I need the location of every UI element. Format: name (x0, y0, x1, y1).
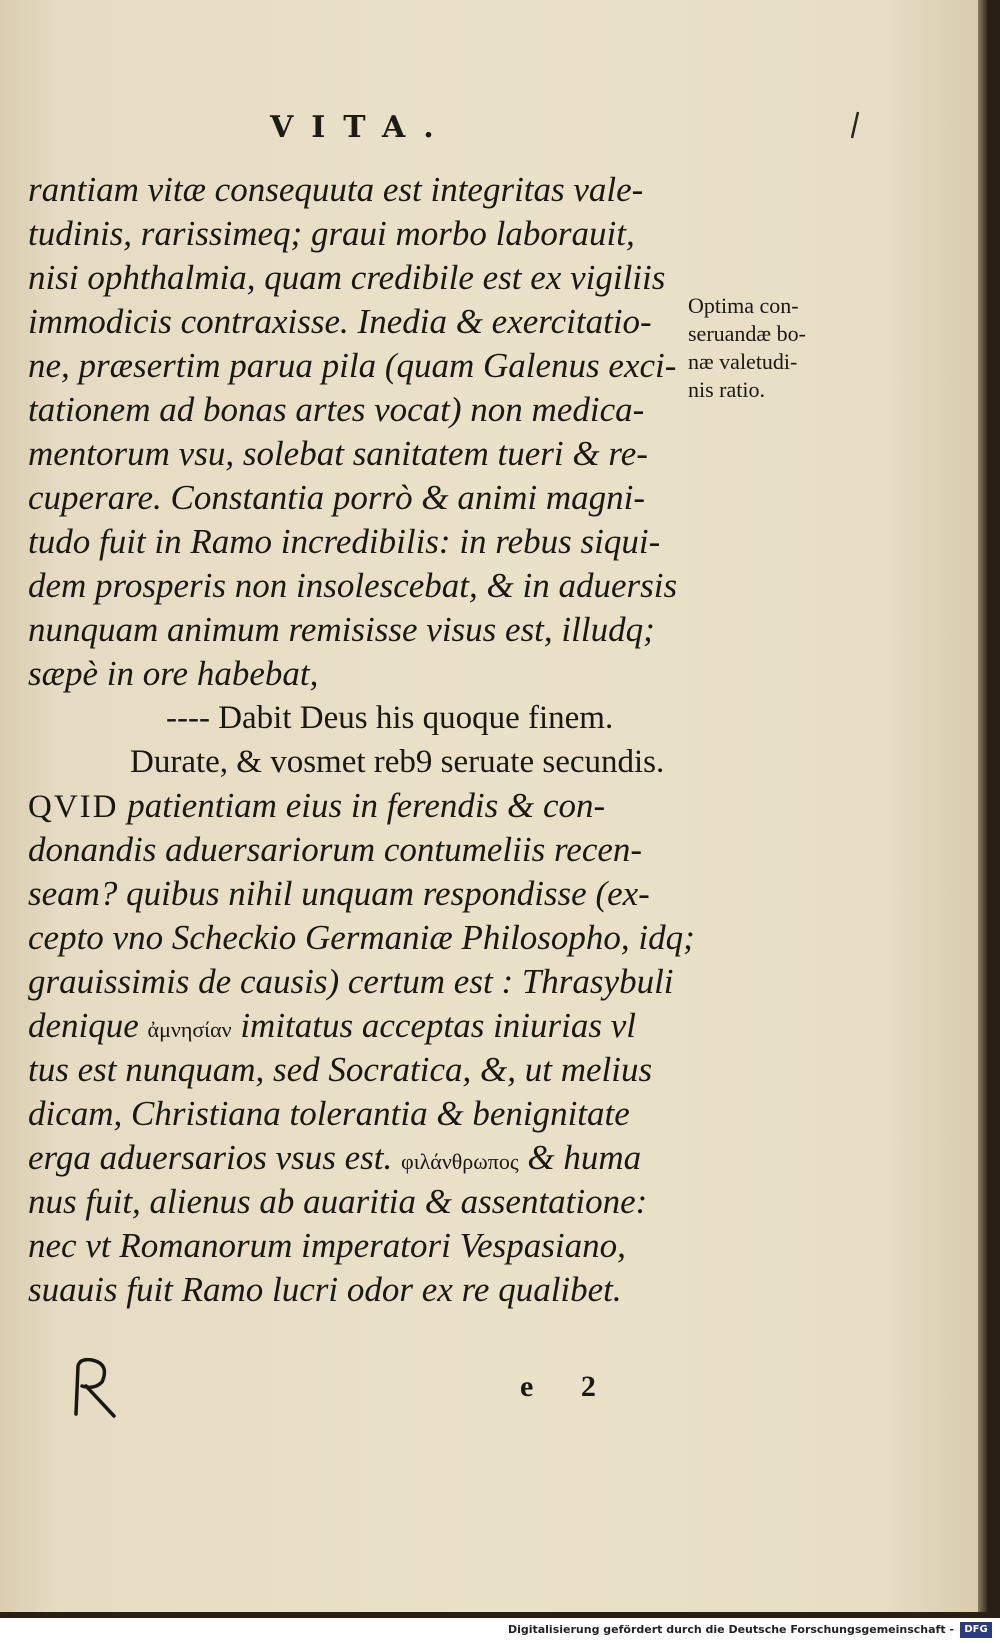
marginal-note-line: næ valetudi- (688, 349, 798, 374)
text-line: donandis aduersariorum contumeliis recen- (28, 830, 643, 869)
body-text (28, 168, 728, 1312)
greek-word: ἀμνησίαν (147, 1017, 232, 1042)
line-suffix: & huma (518, 1138, 642, 1177)
verse-line: Durate, & vosmet reb9 seruate secundis. (130, 744, 665, 780)
text-line: ne, præsertim parua pila (quam Galenus exci- (28, 346, 677, 385)
text-line: nec vt Romanorum imperatori Vespasiano, (28, 1226, 626, 1265)
running-head: VITA. (270, 110, 452, 145)
library-stamp-icon (62, 1352, 132, 1422)
text-line: dem prosperis non insolescebat, & in aduersis (28, 566, 678, 605)
text-line: rantiam vitæ consequuta est integritas vale- (28, 170, 644, 209)
text-line: immodicis contraxisse. Inedia & exercitatio- (28, 302, 652, 341)
page-edge (978, 0, 987, 1612)
paragraph-start-line (28, 784, 728, 828)
line-prefix: erga aduersarios vsus est. (28, 1138, 402, 1177)
text-line: tudo fuit in Ramo incredibilis: in rebus siqui- (28, 522, 661, 561)
greek-word: φιλάνθρωπος (401, 1149, 519, 1174)
text-line: sæpè in ore habebat, (28, 654, 319, 693)
margin-tick-mark (848, 110, 862, 140)
line-suffix: imitatus acceptas iniurias vl (231, 1006, 636, 1045)
text-line: tus est nunquam, sed Socratica, &, ut melius (28, 1050, 653, 1089)
verse-line: ---- Dabit Deus his quoque finem. (166, 700, 614, 736)
marginal-note-line: nis ratio. (688, 377, 765, 402)
text-line: nus fuit, alienus ab auaritia & assentatione: (28, 1182, 648, 1221)
signature-mark: e 2 (520, 1370, 616, 1403)
paragraph-start-text: patientiam eius in ferendis & con- (118, 786, 606, 825)
dfg-logo-icon: DFG (960, 1622, 992, 1638)
text-line: grauissimis de causis) certum est : Thrasybuli (28, 962, 674, 1001)
greek-word-line (28, 1004, 728, 1048)
text-line: suauis fuit Ramo lucri odor ex re qualibet. (28, 1270, 622, 1309)
marginal-note (688, 292, 868, 404)
digitization-footer (0, 1618, 1000, 1644)
text-line: cepto vno Scheckio Germaniæ Philosopho, idq; (28, 918, 695, 957)
paragraph-initial: QVID (28, 789, 119, 825)
footer-credit: Digitalisierung gefördert durch die Deutsche Forschungsgemeinschaft - (507, 1623, 954, 1636)
text-line: dicam, Christiana tolerantia & benignitate (28, 1094, 630, 1133)
text-line: nisi ophthalmia, quam credibile est ex vigiliis (28, 258, 666, 297)
marginal-note-line: Optima con- (688, 293, 799, 318)
greek-word-line (28, 1136, 728, 1180)
marginal-note-line: seruandæ bo- (688, 321, 806, 346)
text-line: seam? quibus nihil unquam respondisse (ex- (28, 874, 650, 913)
text-line: tudinis, rarissimeq; graui morbo laborauit, (28, 214, 635, 253)
line-prefix: denique (28, 1006, 148, 1045)
text-line: nunquam animum remisisse visus est, illudq; (28, 610, 655, 649)
text-line: tationem ad bonas artes vocat) non medica- (28, 390, 645, 429)
text-line: mentorum vsu, solebat sanitatem tueri & re- (28, 434, 648, 473)
text-line: cuperare. Constantia porrò & animi magni- (28, 478, 646, 517)
